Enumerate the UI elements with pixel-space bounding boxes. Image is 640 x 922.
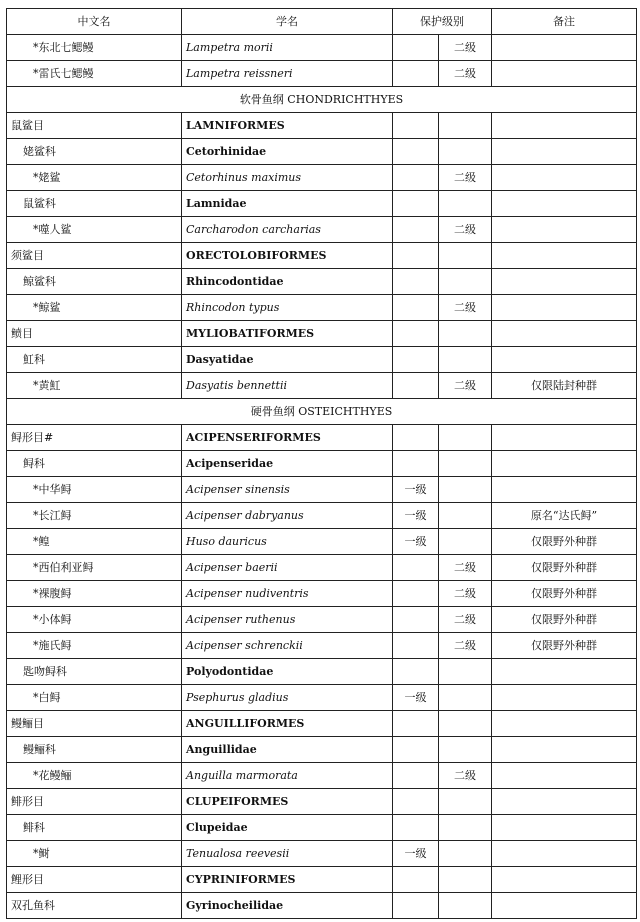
scientific-name-cell: Tenualosa reevesii <box>182 841 393 867</box>
level-one-cell <box>393 269 439 295</box>
chinese-name-cell: *姥鲨 <box>7 165 182 191</box>
note-cell <box>492 165 637 191</box>
family-row <box>7 347 637 373</box>
class-section-title: 硬骨鱼纲 OSTEICHTHYES <box>7 399 637 425</box>
note-cell: 仅限野外种群 <box>492 633 637 659</box>
chinese-name-cell: 姥鲨科 <box>7 139 182 165</box>
level-two-cell <box>439 347 492 373</box>
level-two-cell: 二级 <box>439 35 492 61</box>
header-chinese-name: 中文名 <box>7 9 182 35</box>
order-row <box>7 711 637 737</box>
chinese-name-cell: *噬人鲨 <box>7 217 182 243</box>
class-section-row <box>7 87 637 113</box>
chinese-name-cell: 鼠鲨科 <box>7 191 182 217</box>
level-two-cell <box>439 711 492 737</box>
scientific-name-cell: Acipenser baerii <box>182 555 393 581</box>
scientific-name-cell: Psephurus gladius <box>182 685 393 711</box>
chinese-name-cell: *鲥 <box>7 841 182 867</box>
level-one-cell: 一级 <box>393 529 439 555</box>
level-two-cell <box>439 867 492 893</box>
chinese-name-cell: *施氏鲟 <box>7 633 182 659</box>
scientific-name-cell: Huso dauricus <box>182 529 393 555</box>
order-row <box>7 243 637 269</box>
level-one-cell <box>393 373 439 399</box>
level-two-cell <box>439 685 492 711</box>
level-one-cell <box>393 763 439 789</box>
order-row <box>7 789 637 815</box>
protected-species-table <box>6 8 637 919</box>
level-one-cell: 一级 <box>393 477 439 503</box>
scientific-name-cell: Lampetra reissneri <box>182 61 393 87</box>
species-row <box>7 503 637 529</box>
note-cell <box>492 61 637 87</box>
table-header-row <box>7 9 637 35</box>
scientific-name-cell: ANGUILLIFORMES <box>182 711 393 737</box>
note-cell: 仅限野外种群 <box>492 529 637 555</box>
family-row <box>7 659 637 685</box>
level-one-cell <box>393 737 439 763</box>
level-two-cell: 二级 <box>439 555 492 581</box>
class-section-row <box>7 399 637 425</box>
scientific-name-cell: Gyrinocheilidae <box>182 893 393 919</box>
note-cell <box>492 217 637 243</box>
family-row <box>7 269 637 295</box>
note-cell: 仅限野外种群 <box>492 607 637 633</box>
note-cell <box>492 451 637 477</box>
chinese-name-cell: *东北七鳃鳗 <box>7 35 182 61</box>
note-cell <box>492 737 637 763</box>
scientific-name-cell: Carcharodon carcharias <box>182 217 393 243</box>
level-one-cell <box>393 815 439 841</box>
level-one-cell <box>393 555 439 581</box>
note-cell: 仅限野外种群 <box>492 555 637 581</box>
note-cell <box>492 789 637 815</box>
chinese-name-cell: *长江鲟 <box>7 503 182 529</box>
level-two-cell <box>439 893 492 919</box>
note-cell <box>492 321 637 347</box>
note-cell: 仅限野外种群 <box>492 581 637 607</box>
level-two-cell: 二级 <box>439 633 492 659</box>
scientific-name-cell: Dasyatidae <box>182 347 393 373</box>
order-row <box>7 113 637 139</box>
scientific-name-cell: Rhincodon typus <box>182 295 393 321</box>
level-two-cell <box>439 243 492 269</box>
note-cell <box>492 425 637 451</box>
scientific-name-cell: Acipenser dabryanus <box>182 503 393 529</box>
species-row <box>7 165 637 191</box>
header-protection-level: 保护级别 <box>393 9 492 35</box>
scientific-name-cell: Cetorhinus maximus <box>182 165 393 191</box>
note-cell <box>492 295 637 321</box>
chinese-name-cell: *西伯利亚鲟 <box>7 555 182 581</box>
species-row <box>7 607 637 633</box>
species-row <box>7 373 637 399</box>
scientific-name-cell: Acipenseridae <box>182 451 393 477</box>
species-row <box>7 529 637 555</box>
note-cell <box>492 763 637 789</box>
chinese-name-cell: 鲤形目 <box>7 867 182 893</box>
scientific-name-cell: Acipenser ruthenus <box>182 607 393 633</box>
scientific-name-cell: CLUPEIFORMES <box>182 789 393 815</box>
level-two-cell <box>439 503 492 529</box>
level-two-cell: 二级 <box>439 165 492 191</box>
level-two-cell <box>439 659 492 685</box>
level-one-cell <box>393 61 439 87</box>
scientific-name-cell: Cetorhinidae <box>182 139 393 165</box>
chinese-name-cell: *雷氏七鳃鳗 <box>7 61 182 87</box>
chinese-name-cell: 鼠鲨目 <box>7 113 182 139</box>
level-one-cell <box>393 243 439 269</box>
header-notes: 备注 <box>492 9 637 35</box>
level-one-cell <box>393 113 439 139</box>
level-two-cell <box>439 815 492 841</box>
level-two-cell <box>439 529 492 555</box>
level-one-cell <box>393 451 439 477</box>
chinese-name-cell: 匙吻鲟科 <box>7 659 182 685</box>
level-one-cell: 一级 <box>393 503 439 529</box>
species-row <box>7 35 637 61</box>
scientific-name-cell: Anguillidae <box>182 737 393 763</box>
level-one-cell <box>393 607 439 633</box>
level-one-cell <box>393 893 439 919</box>
level-one-cell: 一级 <box>393 685 439 711</box>
level-two-cell <box>439 191 492 217</box>
level-two-cell <box>439 789 492 815</box>
level-one-cell <box>393 633 439 659</box>
level-one-cell <box>393 295 439 321</box>
order-row <box>7 425 637 451</box>
note-cell <box>492 35 637 61</box>
level-one-cell: 一级 <box>393 841 439 867</box>
note-cell <box>492 191 637 217</box>
level-two-cell: 二级 <box>439 581 492 607</box>
note-cell <box>492 815 637 841</box>
level-one-cell <box>393 139 439 165</box>
scientific-name-cell: Acipenser nudiventris <box>182 581 393 607</box>
species-row <box>7 633 637 659</box>
level-one-cell <box>393 35 439 61</box>
level-two-cell: 二级 <box>439 607 492 633</box>
species-row <box>7 841 637 867</box>
chinese-name-cell: 鲸鲨科 <box>7 269 182 295</box>
scientific-name-cell: LAMNIFORMES <box>182 113 393 139</box>
level-two-cell: 二级 <box>439 295 492 321</box>
scientific-name-cell: Acipenser sinensis <box>182 477 393 503</box>
level-two-cell: 二级 <box>439 763 492 789</box>
note-cell <box>492 477 637 503</box>
note-cell <box>492 347 637 373</box>
level-two-cell: 二级 <box>439 373 492 399</box>
family-row <box>7 191 637 217</box>
level-one-cell <box>393 321 439 347</box>
chinese-name-cell: 魟科 <box>7 347 182 373</box>
note-cell: 原名“达氏鲟” <box>492 503 637 529</box>
species-row <box>7 763 637 789</box>
note-cell <box>492 659 637 685</box>
note-cell <box>492 113 637 139</box>
species-row <box>7 581 637 607</box>
header-scientific-name: 学名 <box>182 9 393 35</box>
chinese-name-cell: *花鳗鲡 <box>7 763 182 789</box>
level-one-cell <box>393 711 439 737</box>
scientific-name-cell: Clupeidae <box>182 815 393 841</box>
note-cell <box>492 685 637 711</box>
level-two-cell <box>439 425 492 451</box>
level-two-cell: 二级 <box>439 217 492 243</box>
species-row <box>7 555 637 581</box>
level-two-cell <box>439 139 492 165</box>
order-row <box>7 867 637 893</box>
level-one-cell <box>393 217 439 243</box>
scientific-name-cell: ACIPENSERIFORMES <box>182 425 393 451</box>
scientific-name-cell: Polyodontidae <box>182 659 393 685</box>
species-row <box>7 477 637 503</box>
family-row <box>7 451 637 477</box>
level-two-cell <box>439 321 492 347</box>
level-one-cell <box>393 867 439 893</box>
level-two-cell <box>439 451 492 477</box>
note-cell <box>492 841 637 867</box>
chinese-name-cell: 双孔鱼科 <box>7 893 182 919</box>
note-cell <box>492 867 637 893</box>
note-cell <box>492 711 637 737</box>
chinese-name-cell: 鲱形目 <box>7 789 182 815</box>
level-one-cell <box>393 659 439 685</box>
order-row <box>7 321 637 347</box>
level-two-cell: 二级 <box>439 61 492 87</box>
level-two-cell <box>439 737 492 763</box>
note-cell: 仅限陆封种群 <box>492 373 637 399</box>
scientific-name-cell: Lamnidae <box>182 191 393 217</box>
level-two-cell <box>439 269 492 295</box>
scientific-name-cell: MYLIOBATIFORMES <box>182 321 393 347</box>
table-body <box>7 35 637 919</box>
chinese-name-cell: 须鲨目 <box>7 243 182 269</box>
scientific-name-cell: CYPRINIFORMES <box>182 867 393 893</box>
level-one-cell <box>393 581 439 607</box>
chinese-name-cell: *裸腹鲟 <box>7 581 182 607</box>
scientific-name-cell: Anguilla marmorata <box>182 763 393 789</box>
level-one-cell <box>393 191 439 217</box>
scientific-name-cell: Lampetra morii <box>182 35 393 61</box>
scientific-name-cell: ORECTOLOBIFORMES <box>182 243 393 269</box>
species-row <box>7 685 637 711</box>
note-cell <box>492 139 637 165</box>
chinese-name-cell: *小体鲟 <box>7 607 182 633</box>
scientific-name-cell: Rhincodontidae <box>182 269 393 295</box>
species-row <box>7 217 637 243</box>
level-two-cell <box>439 477 492 503</box>
scientific-name-cell: Dasyatis bennettii <box>182 373 393 399</box>
species-row <box>7 61 637 87</box>
family-row <box>7 139 637 165</box>
note-cell <box>492 269 637 295</box>
chinese-name-cell: 鲼目 <box>7 321 182 347</box>
scientific-name-cell: Acipenser schrenckii <box>182 633 393 659</box>
chinese-name-cell: *中华鲟 <box>7 477 182 503</box>
level-two-cell <box>439 113 492 139</box>
chinese-name-cell: *白鲟 <box>7 685 182 711</box>
level-one-cell <box>393 789 439 815</box>
level-two-cell <box>439 841 492 867</box>
chinese-name-cell: *黄魟 <box>7 373 182 399</box>
chinese-name-cell: 鳗鲡目 <box>7 711 182 737</box>
class-section-title: 软骨鱼纲 CHONDRICHTHYES <box>7 87 637 113</box>
chinese-name-cell: *鲸鲨 <box>7 295 182 321</box>
level-one-cell <box>393 165 439 191</box>
note-cell <box>492 243 637 269</box>
family-row <box>7 893 637 919</box>
family-row <box>7 737 637 763</box>
chinese-name-cell: 鲱科 <box>7 815 182 841</box>
chinese-name-cell: 鲟形目# <box>7 425 182 451</box>
chinese-name-cell: *鳇 <box>7 529 182 555</box>
family-row <box>7 815 637 841</box>
level-one-cell <box>393 347 439 373</box>
chinese-name-cell: 鲟科 <box>7 451 182 477</box>
species-row <box>7 295 637 321</box>
note-cell <box>492 893 637 919</box>
chinese-name-cell: 鳗鲡科 <box>7 737 182 763</box>
level-one-cell <box>393 425 439 451</box>
